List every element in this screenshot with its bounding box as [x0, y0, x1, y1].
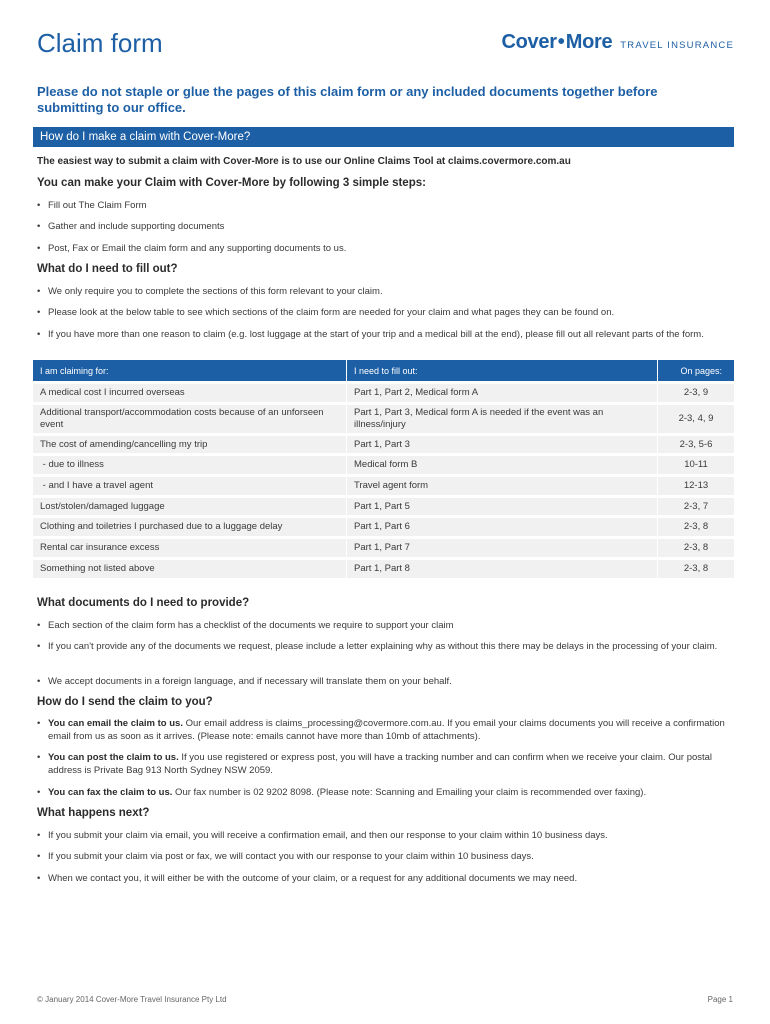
table-cell: Rental car insurance excess — [33, 536, 346, 557]
list-item: • Each section of the claim form has a checklist of the documents we require to support your claim — [37, 620, 454, 631]
staple-warning: Please do not staple or glue the pages of this claim form or any included documents together before submitting to our office. — [37, 84, 658, 115]
steps-heading: You can make your Claim with Cover-More by following 3 simple steps: — [37, 177, 426, 189]
table-cell: - and I have a travel agent — [33, 474, 346, 495]
list-item: • You can email the claim to us. Our email address is claims_processing@covermore.com.au. If you email your claims documents you will receive a confirmation email from us as soon as it arrives. (Please note: emails cannot have more than 10mb of attachments). — [37, 718, 725, 742]
section-band: How do I make a claim with Cover-More? — [33, 127, 734, 147]
list-item: • Fill out The Claim Form — [37, 200, 147, 211]
list-item: • Please look at the below table to see which sections of the claim form are needed for your claim and what pages they can be found on. — [37, 307, 615, 318]
documents-heading: What documents do I need to provide? — [37, 597, 250, 609]
table-row — [33, 453, 734, 474]
list-item: • You can post the claim to us. If you use registered or express post, you will have a tracking number and can confirm when we receive your claim. Our postal address is Private Bag 913 North Sydney NSW 2059. — [37, 752, 713, 776]
table-cell: 2-3, 9 — [657, 381, 734, 402]
logo-dot: • — [557, 31, 565, 53]
list-item: • We only require you to complete the sections of this form relevant to your claim. — [37, 286, 383, 297]
list-item: • Post, Fax or Email the claim form and any supporting documents to us. — [37, 243, 347, 254]
table-cell: Clothing and toiletries I purchased due to a luggage delay — [33, 515, 346, 536]
list-item: • You can fax the claim to us. Our fax number is 02 9202 8098. (Please note: Scanning and Emailing your claim is recommended over faxing). — [37, 787, 647, 798]
logo-name-cover: Cover — [501, 31, 557, 53]
table-cell: - due to illness — [33, 453, 346, 474]
post-lead: You can post the claim to us. — [48, 752, 179, 763]
table-cell: A medical cost I incurred overseas — [33, 381, 346, 402]
col-claiming-for: I am claiming for: — [33, 360, 346, 381]
table-cell: Part 1, Part 8 — [346, 557, 657, 578]
email-lead: You can email the claim to us. — [48, 718, 183, 729]
table-row — [33, 557, 734, 578]
list-item: • If you can't provide any of the documents we request, please include a letter explaining why as without this there may be delays in the processing of your claim. — [37, 641, 718, 652]
table-cell: Something not listed above — [33, 557, 346, 578]
table-cell: Part 1, Part 2, Medical form A — [346, 381, 657, 402]
table-cell: Part 1, Part 3 — [346, 433, 657, 453]
footer-page-number: Page 1 — [707, 995, 733, 1004]
list-item: • When we contact you, it will either be with the outcome of your claim, or a request for any additional documents we may need. — [37, 873, 578, 884]
table-cell: Medical form B — [346, 453, 657, 474]
table-cell: 2-3, 8 — [657, 515, 734, 536]
table-cell: Lost/stolen/damaged luggage — [33, 495, 346, 515]
table-cell: 2-3, 5-6 — [657, 433, 734, 453]
list-item: • If you submit your claim via post or fax, we will contact you with our response to your claim within 10 business days. — [37, 851, 534, 862]
list-item: • Gather and include supporting documents — [37, 221, 225, 232]
table-cell: 2-3, 8 — [657, 557, 734, 578]
logo-tagline: TRAVEL INSURANCE — [620, 40, 734, 51]
table-header-row — [33, 360, 734, 381]
table-cell: Part 1, Part 5 — [346, 495, 657, 515]
table-row — [33, 515, 734, 536]
online-claims-intro: The easiest way to submit a claim with Cover-More is to use our Online Claims Tool at claims.covermore.com.au — [37, 156, 571, 167]
footer-copyright: © January 2014 Cover-More Travel Insurance Pty Ltd — [37, 995, 227, 1004]
table-row — [33, 495, 734, 515]
table-row — [33, 402, 734, 433]
logo-name-more: More — [565, 31, 613, 53]
claim-sections-table — [33, 360, 734, 578]
fax-lead: You can fax the claim to us. — [48, 787, 173, 798]
table-cell: Travel agent form — [346, 474, 657, 495]
table-cell: 2-3, 4, 9 — [657, 402, 734, 433]
table-cell: 2-3, 8 — [657, 536, 734, 557]
table-cell: Additional transport/accommodation costs because of an unforseen event — [33, 402, 346, 433]
table-cell: The cost of amending/cancelling my trip — [33, 433, 346, 453]
table-row — [33, 433, 734, 453]
list-item: • If you have more than one reason to claim (e.g. lost luggage at the start of your trip and a medical bill at the end), please fill out all relevant parts of the form. — [37, 329, 704, 340]
col-fill-out: I need to fill out: — [346, 360, 657, 381]
table-row — [33, 536, 734, 557]
brand-logo — [501, 31, 734, 54]
list-item: • If you submit your claim via email, you will receive a confirmation email, and then our response to your claim within 10 business days. — [37, 830, 608, 841]
table-row — [33, 474, 734, 495]
table-cell: 10-11 — [657, 453, 734, 474]
fill-out-heading: What do I need to fill out? — [37, 263, 178, 275]
table-row — [33, 381, 734, 402]
table-cell: Part 1, Part 7 — [346, 536, 657, 557]
table-cell: 2-3, 7 — [657, 495, 734, 515]
page-title: Claim form — [37, 28, 163, 58]
table-cell: Part 1, Part 3, Medical form A is needed if the event was an illness/injury — [346, 402, 657, 433]
next-heading: What happens next? — [37, 807, 150, 819]
table-cell: Part 1, Part 6 — [346, 515, 657, 536]
list-item: • We accept documents in a foreign language, and if necessary will translate them on your behalf. — [37, 676, 452, 687]
col-pages: On pages: — [657, 360, 734, 381]
table-cell: 12-13 — [657, 474, 734, 495]
send-heading: How do I send the claim to you? — [37, 696, 213, 708]
